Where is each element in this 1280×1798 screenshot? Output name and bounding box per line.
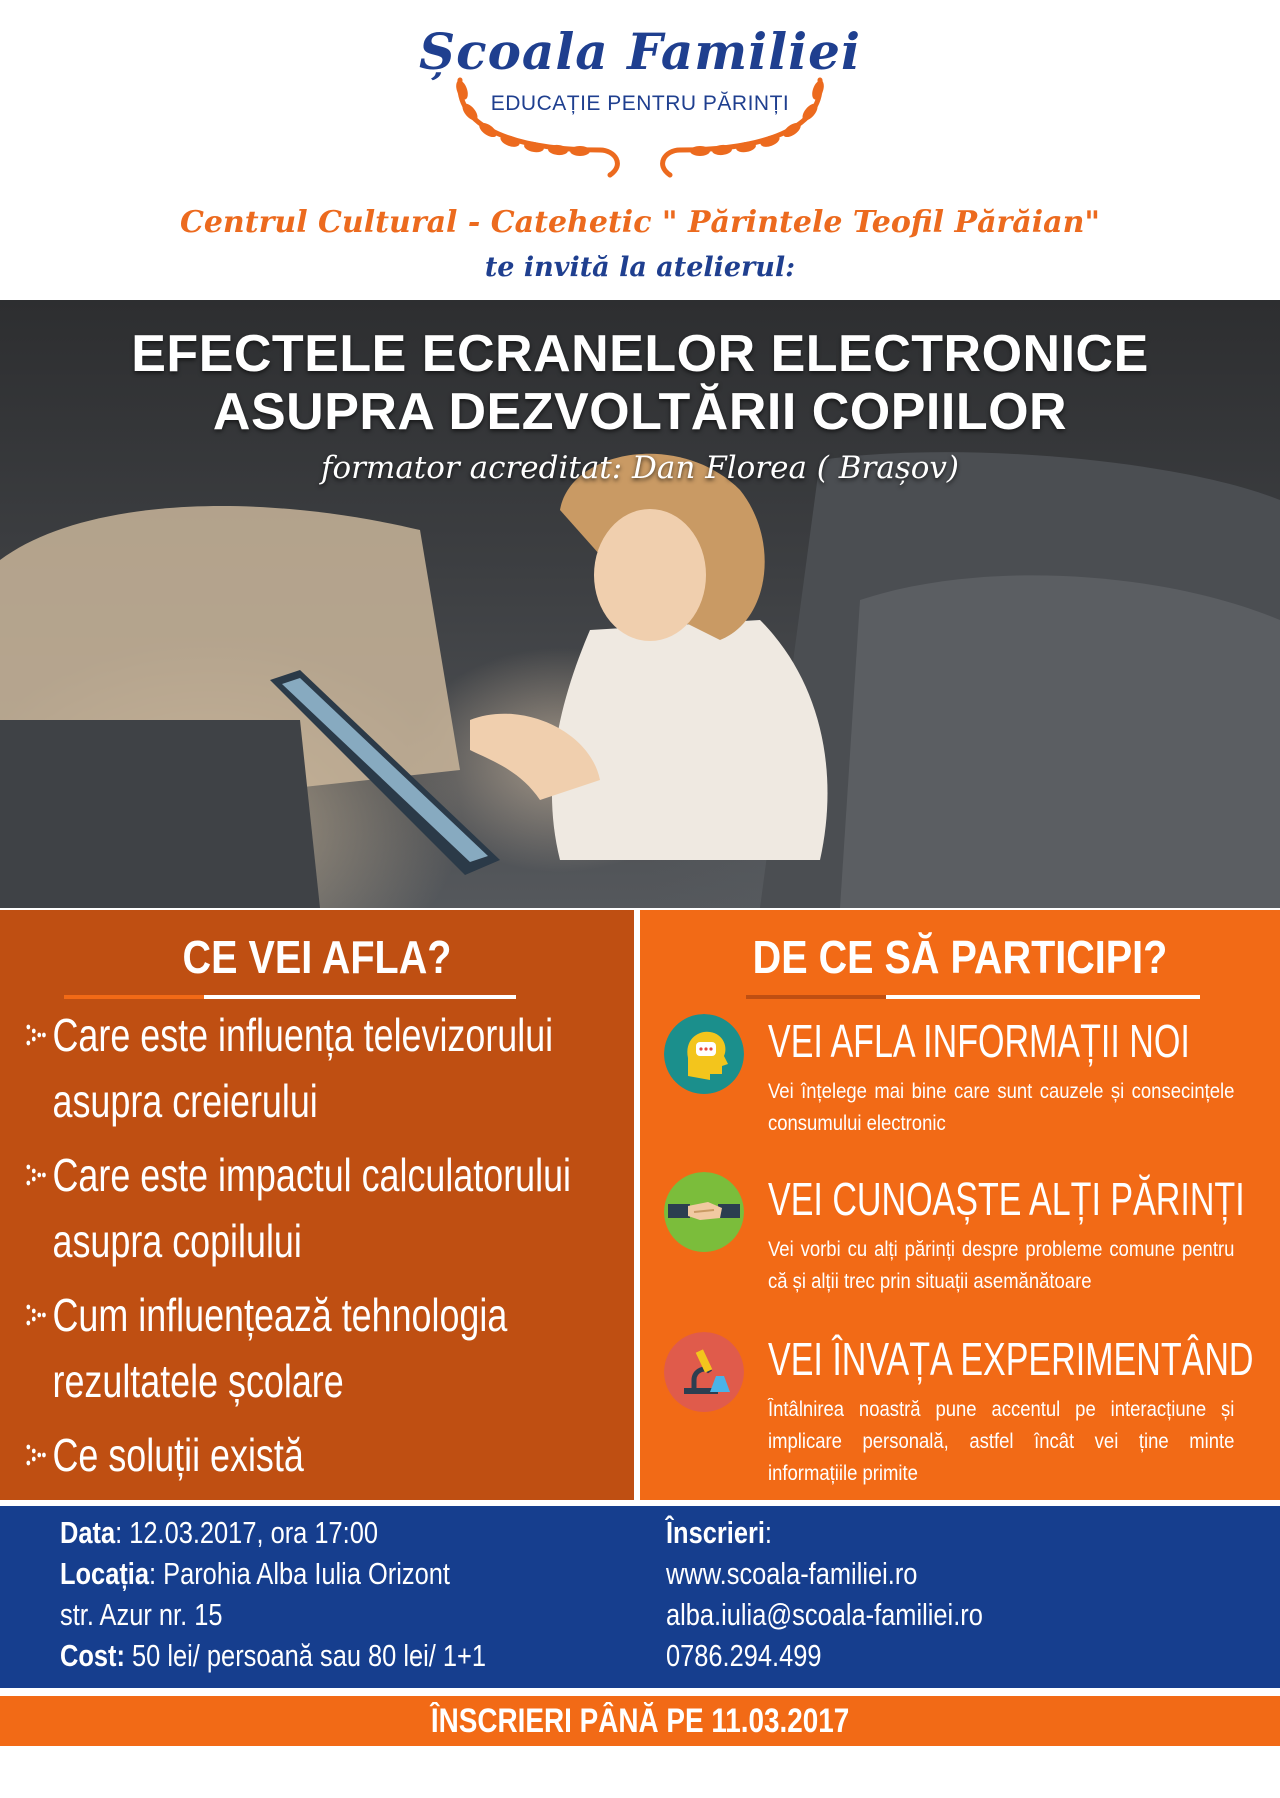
- signup-details: [666, 1512, 1052, 1676]
- event-info: [0, 1506, 1280, 1688]
- list-item: [26, 1142, 645, 1274]
- location-line: [60, 1553, 486, 1594]
- location-label: Locația: [60, 1556, 149, 1591]
- list-item-line2: asupra copilului: [52, 1215, 302, 1267]
- chevron-dots-icon: [26, 1444, 46, 1466]
- learn-heading-underline-2: [204, 995, 516, 999]
- website-link[interactable]: www.scoala-familiei.ro: [666, 1556, 918, 1591]
- date-label: Data: [60, 1515, 116, 1550]
- reasons-heading-underline-2: [886, 995, 1200, 999]
- reasons-heading: DE CE SĂ PARTICIPI?: [752, 931, 1168, 983]
- address-line: str. Azur nr. 15: [60, 1597, 223, 1632]
- reason-title: VEI AFLA INFORMAȚII NOI: [768, 1015, 1190, 1067]
- reason-item: [658, 1332, 1268, 1492]
- signup-line: [666, 1512, 983, 1553]
- microscope-icon: [664, 1332, 744, 1412]
- chevron-dots-icon: [26, 1164, 46, 1186]
- reason-title: VEI ÎNVAȚA EXPERIMENTÂND: [768, 1333, 1254, 1385]
- learn-heading-underline: [64, 995, 204, 999]
- chevron-dots-icon: [26, 1024, 46, 1046]
- chevron-dots-icon: [26, 1304, 46, 1326]
- learn-section: [0, 910, 634, 1500]
- invite-text: te invită la atelierul:: [484, 252, 796, 283]
- list-item: [26, 1282, 645, 1414]
- logo-subtitle: EDUCAȚIE PENTRU PĂRINȚI: [490, 92, 790, 115]
- handshake-icon: [664, 1172, 744, 1252]
- signup-colon: :: [764, 1515, 772, 1550]
- organizer-text: Centrul Cultural - Catehetic " Părintele Teofil Părăian": [179, 205, 1101, 240]
- reasons-section: [640, 910, 1280, 1500]
- list-item: [26, 1002, 645, 1134]
- location-value: : Parohia Alba Iulia Orizont: [148, 1556, 450, 1591]
- date-line: [60, 1512, 486, 1553]
- list-item-line2: rezultatele școlare: [52, 1355, 344, 1407]
- date-value: : 12.03.2017, ora 17:00: [115, 1515, 379, 1550]
- list-item-line1: Ce soluții există: [52, 1429, 304, 1481]
- banner-photo: [0, 300, 1280, 908]
- reason-item: [658, 1172, 1268, 1332]
- list-item-line1: Care este influența televizorului: [52, 1009, 554, 1061]
- list-item: [26, 1422, 645, 1488]
- list-item-line1: Care este impactul calculatorului: [52, 1149, 572, 1201]
- trainer-text: formator acreditat: Dan Florea ( Brașov): [320, 450, 960, 486]
- deadline-banner: [0, 1696, 1280, 1746]
- cost-value: 50 lei/ persoană sau 80 lei/ 1+1: [124, 1638, 487, 1673]
- event-details: [60, 1512, 580, 1676]
- cost-line: [60, 1635, 486, 1676]
- reason-description: Vei înțelege mai bine care sunt cauzele și consecințele consumului electronic: [768, 1080, 1235, 1135]
- cost-label: Cost:: [60, 1638, 125, 1673]
- email-link[interactable]: alba.iulia@scoala-familiei.ro: [666, 1597, 983, 1632]
- laurel-icon: [440, 70, 840, 190]
- reason-description: Întâlnirea noastră pune accentul pe interacțiune și implicare personală, astfel încât vei ține minte informațiile primite: [768, 1398, 1235, 1485]
- deadline-text: ÎNSCRIERI PÂNĂ PE 11.03.2017: [430, 1702, 850, 1740]
- signup-label: Înscrieri: [666, 1515, 765, 1550]
- logo: [0, 0, 1280, 195]
- event-title-line1: EFECTELE ECRANELOR ELECTRONICE: [131, 325, 1149, 383]
- learn-list: [26, 1002, 626, 1496]
- reason-item: [658, 1014, 1268, 1174]
- learn-heading: CE VEI AFLA?: [182, 931, 452, 983]
- list-item-line2: asupra creierului: [52, 1075, 318, 1127]
- idea-head-icon: [664, 1014, 744, 1094]
- reasons-heading-underline: [746, 995, 886, 999]
- phone-number[interactable]: 0786.294.499: [666, 1638, 822, 1673]
- list-item-line1: Cum influențează tehnologia: [52, 1289, 508, 1341]
- logo-title: Școala Familiei: [419, 22, 861, 81]
- reason-description: Vei vorbi cu alți părinți despre probleme comune pentru că și alții trec prin situații asemănătoare: [768, 1238, 1235, 1293]
- event-title-line2: ASUPRA DEZVOLTĂRII COPIILOR: [212, 383, 1068, 441]
- reason-title: VEI CUNOAȘTE ALȚI PĂRINȚI: [768, 1173, 1245, 1225]
